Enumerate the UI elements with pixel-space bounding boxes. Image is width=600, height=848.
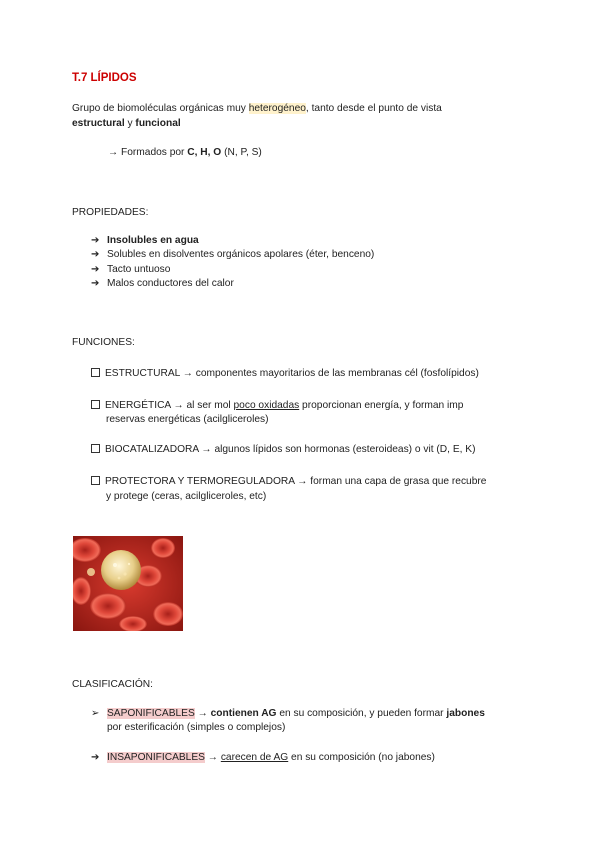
checklist-item: [91, 443, 475, 457]
bullet-arrow-icon: ➔: [91, 752, 100, 763]
propiedad-text: Solubles en disolventes orgánicos apolares (éter, benceno): [107, 249, 375, 260]
funcion-continuation: reservas energéticas (acilgliceroles): [106, 414, 269, 425]
clasificacion-arrow: →: [204, 752, 221, 763]
intro-line-2: [72, 117, 181, 131]
clasificacion-text: en su composición (no jabones): [288, 752, 435, 763]
intro-bold-funcional: funcional: [135, 118, 181, 129]
clasificacion-heading: CLASIFICACIÓN:: [72, 679, 153, 690]
clasificacion-bold: jabones: [446, 708, 485, 719]
propiedad-text: Malos conductores del calor: [107, 278, 234, 289]
list-item: [91, 277, 234, 291]
checkbox-icon[interactable]: [91, 444, 100, 453]
clasificacion-text: en su composición, y pueden formar: [276, 708, 447, 719]
clasificacion-highlight: INSAPONIFICABLES: [107, 752, 205, 763]
checklist-item: [91, 475, 486, 489]
arrow-icon: →: [108, 147, 119, 158]
checklist-item: [91, 367, 479, 381]
intro-text-part2: , tanto desde el punto de vista: [305, 103, 442, 114]
bullet-arrow-icon: ➔: [91, 249, 100, 260]
propiedades-heading: PROPIEDADES:: [72, 207, 149, 218]
intro-bold-estructural: estructural: [72, 118, 125, 129]
list-item: [91, 751, 435, 765]
checkbox-icon[interactable]: [91, 368, 100, 377]
checklist-item: [91, 399, 463, 413]
funcion-text: PROTECTORA Y TERMOREGULADORA → forman una capa de grasa que recubre: [105, 476, 487, 487]
list-item: [91, 234, 199, 248]
clasificacion-highlight: SAPONIFICABLES: [107, 708, 195, 719]
checkbox-icon[interactable]: [91, 400, 100, 409]
list-item: [91, 263, 170, 277]
intro-line-1: [72, 102, 442, 116]
funcion-text: ESTRUCTURAL → componentes mayoritarios de las membranas cél (fosfolípidos): [105, 368, 479, 379]
funciones-heading: FUNCIONES:: [72, 337, 135, 348]
clasificacion-underline: carecen de AG: [220, 752, 289, 763]
clasificacion-arrow: →: [194, 708, 211, 719]
fat-cell-image: [73, 536, 183, 631]
funcion-underline: poco oxidadas: [233, 400, 300, 411]
propiedad-text: Tacto untuoso: [107, 264, 171, 275]
formados-line: [108, 146, 262, 160]
formados-post: (N, P, S): [221, 147, 262, 158]
clasificacion-bold: contienen AG: [210, 708, 277, 719]
intro-text-part1: Grupo de biomoléculas orgánicas muy: [72, 103, 249, 114]
intro-connector: y: [124, 118, 136, 129]
funcion-text: BIOCATALIZADORA → algunos lípidos son hormonas (esteroideas) o vit (D, E, K): [105, 444, 476, 455]
funcion-continuation: y protege (ceras, acilgliceroles, etc): [106, 491, 267, 502]
list-item: [91, 248, 374, 262]
bullet-arrow-icon: ➔: [91, 264, 100, 275]
intro-highlight: heterogéneo: [248, 103, 306, 114]
formados-elements: C, H, O: [187, 147, 222, 158]
page-title: T.7 LÍPIDOS: [72, 72, 137, 84]
list-item: [91, 707, 485, 721]
checkbox-icon[interactable]: [91, 476, 100, 485]
bullet-arrow-icon: ➔: [91, 278, 100, 289]
bullet-arrowhead-icon: ➢: [91, 708, 100, 719]
funcion-text: proporcionan energía, y forman imp: [299, 400, 464, 411]
funcion-text: ENERGÉTICA → al ser mol: [105, 400, 234, 411]
bullet-arrow-icon: ➔: [91, 235, 100, 246]
propiedad-text: Insolubles en agua: [107, 235, 199, 246]
formados-pre: Formados por: [118, 147, 188, 158]
clasificacion-continuation: por esterificación (simples o complejos): [107, 722, 286, 733]
